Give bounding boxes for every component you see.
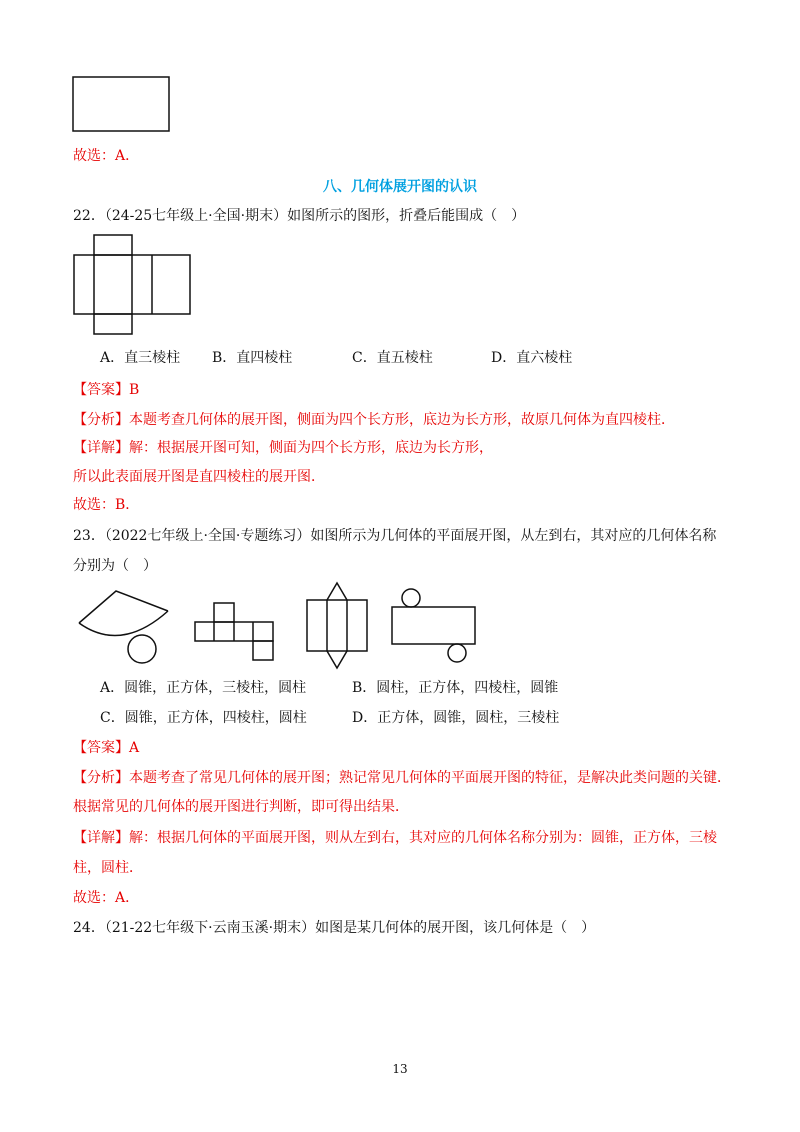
q23-analysis-1: 【分析】本题考查了常见几何体的展开图；熟记常见几何体的平面展开图的特征，是解决此类问题的关键． xyxy=(73,770,731,786)
q22-answer: 【答案】B xyxy=(73,382,140,398)
q23-option-a: A．圆锥，正方体，三棱柱，圆柱 xyxy=(100,680,307,696)
q24-stem: 24．（21-22七年级下·云南玉溪·期末）如图是某几何体的展开图，该几何体是（ ） xyxy=(73,920,596,936)
q22-detail-1: 【详解】解：根据展开图可知，侧面为四个长方形，底边为长方形， xyxy=(73,440,493,456)
q23-stem-1: 23．（2022七年级上·全国·专题练习）如图所示为几何体的平面展开图，从左到右，其对应的几何体名称 xyxy=(73,528,717,544)
q23-option-c: C．圆锥，正方体，四棱柱，圆柱 xyxy=(100,710,307,726)
q22-stem: 22．（24-25七年级上·全国·期末）如图所示的图形，折叠后能围成（ ） xyxy=(73,208,526,224)
q23-stem-2: 分别为（ ） xyxy=(73,558,157,574)
q22-option-a: A．直三棱柱 xyxy=(100,350,181,366)
section-title: 八、几何体展开图的认识 xyxy=(323,179,477,195)
q22-option-c: C．直五棱柱 xyxy=(352,350,433,366)
q22-detail-2: 所以此表面展开图是直四棱柱的展开图． xyxy=(73,469,325,485)
q22-option-b: B．直四棱柱 xyxy=(212,350,293,366)
q23-conclusion: 故选：A． xyxy=(73,890,140,906)
q22-analysis: 【分析】本题考查几何体的展开图，侧面为四个长方形，底边为长方形，故原几何体为直四棱柱． xyxy=(73,412,675,428)
prev-answer: 故选：A． xyxy=(73,148,140,164)
page-number: 13 xyxy=(392,1062,408,1076)
q22-option-d: D．直六棱柱 xyxy=(491,350,573,366)
q23-option-b: B．圆柱，正方体，四棱柱，圆锥 xyxy=(352,680,559,696)
q23-detail-2: 柱，圆柱． xyxy=(73,860,143,876)
q23-answer: 【答案】A xyxy=(73,740,140,756)
q22-conclusion: 故选：B． xyxy=(73,497,140,513)
q23-option-d: D．正方体，圆锥，圆柱，三棱柱 xyxy=(352,710,560,726)
q23-detail-1: 【详解】解：根据几何体的平面展开图，则从左到右，其对应的几何体名称分别为：圆锥，正方体，三棱 xyxy=(73,830,717,846)
q23-analysis-2: 根据常见的几何体的展开图进行判断，即可得出结果． xyxy=(73,799,409,815)
